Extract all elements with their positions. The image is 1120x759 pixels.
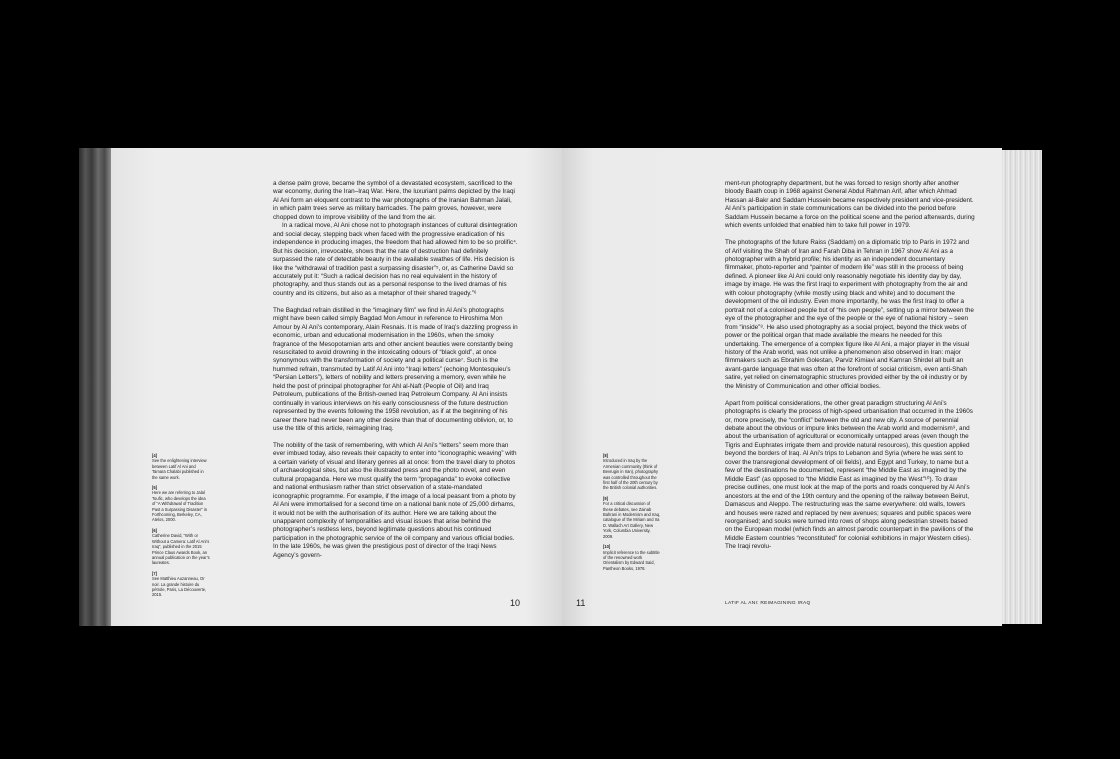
footnote-text: See Matthieu Auzanneau, Or noir. La grande histoire du pétrole, Paris, La Découverte, 2015. [152, 576, 207, 598]
paragraph: The photographs of the future Raiss (Saddam) on a diplomatic trip to Paris in 1972 and of Arif visiting the Shah of Iran and Farah Diba in Tehran in 1967 show Al Ani as a photographer with a hybrid profile; his identity as an independent documentary filmmaker, photo-reporter and “painter of modern life” was still in the process of being defined. A pioneer like Al Ani could only reasonably negotiate his identity day by day, image by image. He was the first Iraqi to experiment with photography from the air and with colour photography (while mostly using black and white) and to document the development of the oil industry. Even more importantly, he was the first Iraqi to offer a portrait not of a colonised people but of “his own people”, setting up a mirror between the eye of the photographer and the eye of the people or the eye of national history – seen from “inside”⁸. He also used photography as a social project, beyond the thick webs of power or the political organ that made available the means he needed for this undertaking. The emergence of a complex figure like Al Ani, a major player in the visual history of the Arab world, was not unlike a phenomenon also observed in Iran: major filmmakers such as Ebrahim Golestan, Parviz Kimiavi and Kamran Shirdel all built an avant-garde language that was often at the forefront of social criticism, even anti-Shah satire, yet relied on cinematographic structures provided either by the oil industry or by the Ministry of Communication and other official bodies. [725, 239, 974, 390]
left-page-body [273, 180, 518, 560]
footnote-text: Introduced in Iraq by the Armenian community (think of Bevrugin in Iran), photography was controlled throughout the first half of the 20th century by the British colonial authorities. [603, 458, 659, 491]
right-page-body [725, 180, 975, 552]
footnote [152, 485, 210, 523]
footnote-number: [5] [152, 485, 158, 491]
paragraph: ment-run photography department, but he was forced to resign shortly after another bloody Baath coup in 1968 against General Abdul Rahman Arif, after which Ahmad Hassan al-Bakr and Saddam Hussein became respectively president and vice-president. Al Ani’s participation in state communications can be divided into the period before Saddam Hussein became a force on the political scene and the period afterwards, during which events unfolded that enabled him to take full power in 1979. [725, 180, 975, 230]
paragraph: The nobility of the task of remembering, with which Al Ani’s “letters” seem more than ever imbued today, also reveals their capacity to enter into “iconographic weaving” with a certain variety of visual and literary genres all at once: from the travel diary to photos of archaeological sites, but also the illustrated press and the photo novel, and even cultural propaganda. Here we must qualify the term “propaganda” to evoke collective and national enthusiasm rather than strict observation of a state-mandated iconographic programme. For example, if the image of a local peasant from a photo by Al Ani were immortalised for a second time on a national bank note of 25,000 dirhams, it would not be with the authorisation of its author. Here we are talking about the unapparent complexity of temporalities and visual issues that arise behind the photographer’s restless lens, beyond legitimate questions about his continued participation in the photographic service of the oil company and various official bodies. In the late 1960s, he was given the prestigious post of director of the Iraqi News Agency’s govern- [273, 441, 517, 559]
footnote-number: [9] [603, 495, 609, 501]
paragraph: The Baghdad refrain distilled in the “imaginary film” we find in Al Ani’s photographs might have been called simply Bagdad Mon Amour in reference to Hiroshima Mon Amour by Al Ani’s contemporary, Alain Resnais. It is made of Iraq’s dazzling progress in economic, urban and educational modernisation in the 1960s, when the smoky fragrance of the Mesopotamian arts and other ancient beauties were constantly being resuscitated to avoid drowning in the intoxicating odours of “black gold”, at once synonymous with the transformation of society and a political curse⁷. Such is the hummed refrain, transmuted by Latif Al Ani into “Iraqi letters” (echoing Montesquieu’s “Persian Letters”), letters of nobility and letters preserving a memory, even while he held the post of principal photographer for Ahl al-Naft (People of Oil) and Iraq Petroleum, publications of the British-owned Iraq Petroleum Company. Al Ani insists continually in various interviews on his early consciousness of the future destruction represented by the events following the 1958 revolution, as if at the beginning of his career there had never been any other desire than that of documenting oblivion, or, to use the title of this article, reimagining Iraq. [273, 306, 518, 433]
footnote-number: [7] [152, 570, 158, 576]
paragraph: In a radical move, Al Ani chose not to photograph instances of cultural disintegration and social decay, stepping back when faced with the progressive eradication of his independence in producing images, the freedom that had allowed him to be so prolific⁴. But his decision, irrevocable, shows that the rate of destruction had definitely surpassed the rate of detectable beauty in the available swathes of life. His decision is like the “withdrawal of tradition past a surpassing disaster”⁵, or, as Catherine David so accurately put it: “Such a radical decision has no real equivalent in the history of photography, and thus stands out as a personal response to the lived dramas of his country and its citizens, but also as a metaphor of their shared tragedy.”⁶ [273, 222, 518, 297]
footnote-text: See the enlightening interview between Latif Al Ani and Tamara Chalabi published in the same work. [152, 458, 207, 480]
footnote-number: [4] [152, 453, 158, 458]
footnote-text: Here we are referring to Jalal Toufic, who develops the idea of “A Withdrawal of Tradition Past a Surpassing Disaster” in Forthcoming, Berkeley, CA, Atelos, 2000. [152, 490, 208, 523]
footnote-number: [8] [603, 453, 609, 458]
page-number-left: 10 [510, 598, 521, 608]
footnote-number: [6] [152, 527, 158, 533]
footnote [603, 496, 661, 539]
footnote [603, 544, 661, 571]
page-number-right: 11 [576, 598, 586, 608]
footnote-text: Implicit reference to the subtitle of the renowned work Orientalism by Edward Said, Pantheon Books, 1978. [603, 549, 660, 571]
footnote [152, 528, 210, 566]
footnote-text: For a critical discussion of these debates, see Zainab Bahrani in Modernism and Iraq, catalogue of the Miriam and Ira D. Wallach Art Gallery, New York, Columbia University, 2009. [603, 501, 661, 539]
footnote-number: [10] [603, 544, 611, 550]
paragraph: Apart from political considerations, the other great paradigm structuring Al Ani’s photographs is clearly the process of high-speed urbanisation that occurred in the 1960s or, more precisely, the “conflict” between the old and new city. A source of perennial debate about the obvious or impure links between the Arab world and modernism⁹, and about the urbanisation of agricultural or economically untapped areas (even though the Tigris and Euphrates irrigate them and provide natural resources), this question applied beyond the borders of Iraq. Al Ani’s trips to Lebanon and Syria (where he was sent to cover the transregional development of oil fields), and Egypt and Turkey, to name but a few of the destinations he documented, represent “the Middle East as imagined by the Middle East” (as opposed to “the Middle East as imagined by the West”¹⁰). To draw precise outlines, one must look at the map of the ports and roads conquered by Al Ani’s ancestors at the end of the 19th century and the opening of the railway between Beirut, Damascus and Aleppo. The restructuring was the same everywhere: old walls, towers and houses were razed and replaced by new avenues; squares and public spaces were reorganised; and souks were turned into rows of shops along pedestrian streets based on the European model (which finds an almost parodic counterpart in the pavilions of the Middle Eastern countries “reconstituted” for colonial exhibitions in major Western cities). The Iraqi revolu- [725, 399, 974, 551]
footnote-text: Catherine David, “With or Without a Camera: Latif Al Ani’s Iraq”, published in the 2015 Prince Claus Awards Book, an annual publication on the year’s laureates. [152, 533, 210, 566]
page-stack-edge [1002, 150, 1042, 624]
footnote [152, 453, 210, 480]
paragraph: a dense palm grove, became the symbol of a devastated ecosystem, sacrificed to the war economy, during the Iran–Iraq War. Here, the luxuriant palms depicted by the Iraqi Al Ani form an eloquent contrast to the war photographs of the Iranian Bahman Jalali, in which palm trees serve as military barricades. The palm groves, however, were chopped down to improve visibility of the land from the air. [273, 180, 515, 221]
book-spine-edge [79, 148, 111, 626]
running-head: LATIF AL ANI: REIMAGINING IRAQ [725, 601, 811, 606]
left-page-footnotes [152, 453, 210, 603]
right-page-footnotes [603, 453, 661, 576]
footnote [603, 453, 661, 491]
footnote [152, 571, 210, 598]
